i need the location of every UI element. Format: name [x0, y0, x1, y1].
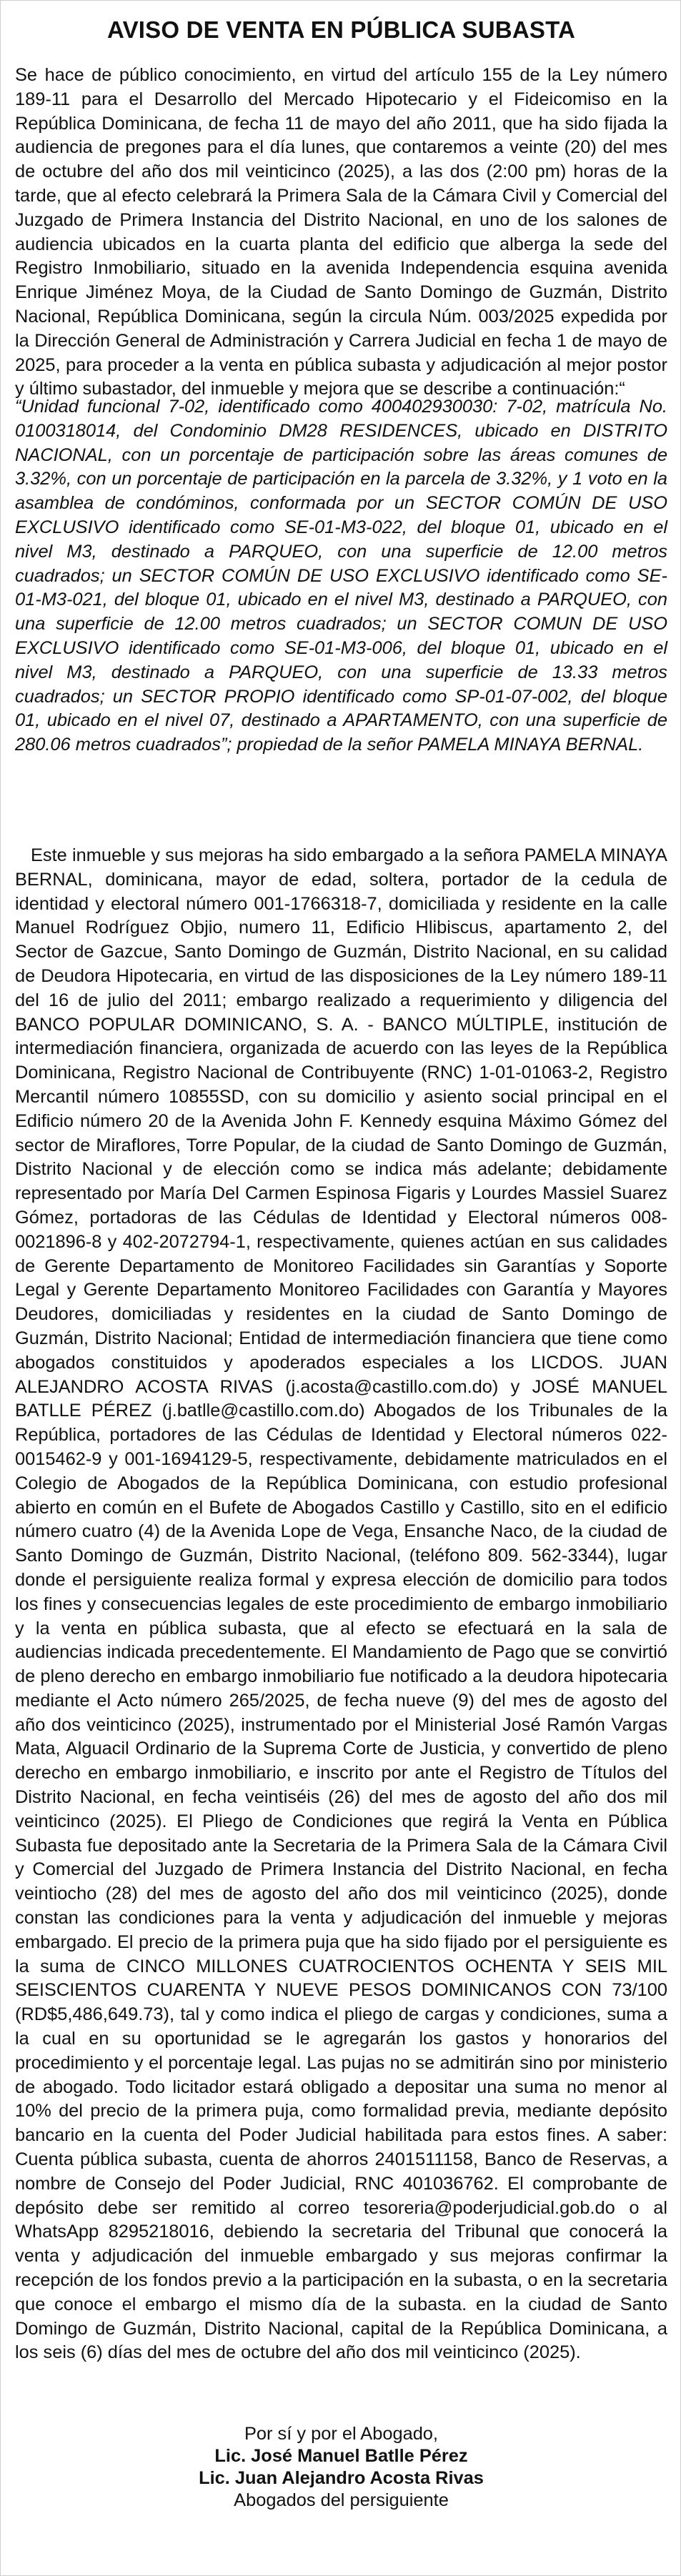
signature-lawyer-2: Lic. Juan Alejandro Acosta Rivas: [199, 2468, 484, 2488]
signature-intro: Por sí y por el Abogado,: [244, 2424, 438, 2444]
notice-paragraph-property-description: “Unidad funcional 7-02, identificado como 400402930030: 7-02, matrícula No. 0100318014, del Condominio DM28 RESIDENCES, ubicado en DISTRITO NACIONAL, con un porcentaje de participación sobre las áreas comunes de 3.32%, con un porcentaje de participación en la parcela de 3.32%, y 1 voto en la asamblea de condóminos, conformada por un SECTOR COMÚN DE USO EXCLUSIVO identificado como SE-01-M3-022, del bloque 01, ubicado en el nivel M3, destinado a PARQUEO, con una superficie de 12.00 metros cuadrados; un SECTOR COMÚN DE USO EXCLUSIVO identificado como SE-01-M3-021, del bloque 01, ubicado en el nivel M3, destinado a PARQUEO, con una superficie de 12.00 metros cuadrados; un SECTOR COMUN DE USO EXCLUSIVO identificado como SE-01-M3-006, del bloque 01, ubicado en el nivel M3, destinado a PARQUEO, con una superficie de 13.33 metros cuadrados; un SECTOR PROPIO identificado como SP-01-07-002, del bloque 01, ubicado en el nivel 07, destinado a APARTAMENTO, con una superficie de 280.06 metros cuadrados”; propiedad de la señor PAMELA MINAYA BERNAL.: [15, 397, 667, 755]
notice-paragraph-embargo-details: Este inmueble y sus mejoras ha sido embargado a la señora PAMELA MINAYA BERNAL, dominicana, mayor de edad, soltera, portador de la cedula de identidad y electoral número 001-1766318-7, domiciliada y residente en la calle Manuel Rodríguez Objio, numero 11, Edificio Hlibiscus, apartamento 2, del Sector de Gazcue, Santo Domingo de Guzmán, Distrito Nacional, en su calidad de Deudora Hipotecaria, en virtud de las disposiciones de la Ley número 189-11 del 16 de julio del 2011; embargo realizado a requerimiento y diligencia del BANCO POPULAR DOMINICANO, S. A. - BANCO MÚLTIPLE, institución de intermediación financiera, organizada de acuerdo con las leyes de la República Dominicana, Registro Nacional de Contribuyente (RNC) 1-01-01063-2, Registro Mercantil número 10855SD, con su domicilio y asiento social principal en el Edificio número 20 de la Avenida John F. Kennedy esquina Máximo Gómez del sector de Miraflores, Torre Popular, de la ciudad de Santo Domingo de Guzmán, Distrito Nacional y de elección como se indica más adelante; debidamente representado por María Del Carmen Espinosa Figaris y Lourdes Massiel Suarez Gómez, portadoras de las Cédulas de Identidad y Electoral números 008-0021896-8 y 402-2072794-1, respectivamente, quienes actúan en sus calidades de Gerente Departamento de Monitoreo Facilidades sin Garantías y Soporte Legal y Gerente Departamento Monitoreo Facilidades con Garantía y Mayores Deudores, domiciliadas y residentes en la ciudad de Santo Domingo de Guzmán, Distrito Nacional; Entidad de intermediación financiera que tiene como abogados constituidos y apoderados especiales a los LICDOS. JUAN ALEJANDRO ACOSTA RIVAS (j.acosta@castillo.com.do) y JOSÉ MANUEL BATLLE PÉREZ (j.batlle@castillo.com.do) Abogados de los Tribunales de la República, portadores de las Cédulas de Identidad y Electoral números 022-0015462-9 y 001-1694129-5, respectivamente, debidamente matriculados en el Colegio de Abogados de la República Dominicana, con estudio profesional abierto en común en el Bufete de Abogados Castillo y Castillo, sito en el edificio número cuatro (4) de la Avenida Lope de Vega, Ensanche Naco, de la ciudad de Santo Domingo de Guzmán, Distrito Nacional, (teléfono 809. 562-3344), lugar donde el persiguiente realiza formal y expresa elección de domicilio para todos los fines y consecuencias legales de este procedimiento de embargo inmobiliario y la venta en pública subasta, que al efecto se efectuará en la sala de audiencias indicada precedentemente. El Mandamiento de Pago que se convirtió de pleno derecho en embargo inmobiliario fue notificado a la deudora hipotecaria mediante el Acto número 265/2025, de fecha nueve (9) del mes de agosto del año dos veinticinco (2025), instrumentado por el Ministerial José Ramón Vargas Mata, Alguacil Ordinario de la Suprema Corte de Justicia, y convertido de pleno derecho en embargo inmobiliario, e inscrito por ante el Registro de Títulos del Distrito Nacional, en fecha veintiséis (26) del mes de agosto del año dos mil veinticinco (2025). El Pliego de Condiciones que regirá la Venta en Pública Subasta fue depositado ante la Secretaria de la Primera Sala de la Cámara Civil y Comercial del Juzgado de Primera Instancia del Distrito Nacional, en fecha veintiocho (28) del mes de agosto del año dos mil veinticinco (2025), donde constan las condiciones para la venta y adjudicación del inmueble y mejoras embargado. El precio de la primera puja que ha sido fijado por el persiguiente es la suma de CINCO MILLONES CUATROCIENTOS OCHENTA Y SEIS MIL SEISCIENTOS CUARENTA Y NUEVE PESOS DOMINICANOS CON 73/100 (RD$5,486,649.73), tal y como indica el pliego de cargas y condiciones, suma a la cual en su oportunidad se le agregarán los gastos y honorarios del procedimiento y el porcentaje legal. Las pujas no se admitirán sino por ministerio de abogado. Todo licitador estará obligado a depositar una suma no menor al 10% del precio de la primera puja, como formalidad previa, mediante depósito bancario en la cuenta del Poder Judicial habilitada para estos fines. A saber: Cuenta pública subasta, cuenta de ahorros 2401511158, Banco de Reservas, a nombre de Consejo del Poder Judicial, RNC 401036762. El comprobante de depósito debe ser remitido al correo tesoreria@poderjudicial.gob.do o al WhatsApp 8295218016, debiendo la secretaria del Tribunal que conocerá la venta y adjudicación del inmueble embargado y sus mejoras confirmar la recepción de los fondos previo a la participación en la subasta, o en la secretaria que conoce el embargo el mismo día de la subasta. en la ciudad de Santo Domingo de Guzmán, Distrito Nacional, capital de la República Dominicana, a los seis (6) días del mes de octubre del año dos mil veinticinco (2025).: [15, 845, 667, 2363]
signature-role: Abogados del persiguiente: [234, 2490, 449, 2510]
signature-block: [1, 2423, 681, 2512]
notice-paragraph-intro: Se hace de público conocimiento, en virtud del artículo 155 de la Ley número 189-11 para el Desarrollo del Mercado Hipotecario y el Fideicomiso en la República Dominicana, de fecha 11 de mayo del año 2011, que ha sido fijada la audiencia de pregones para el día lunes, que contaremos a veinte (20) del mes de octubre del año dos mil veinticinco (2025), a las dos (2:00 pm) horas de la tarde, que al efecto celebrará la Primera Sala de la Cámara Civil y Comercial del Juzgado de Primera Instancia del Distrito Nacional, en uno de los salones de audiencia ubicados en la cuarta planta del edificio que alberga la sede del Registro Inmobiliario, situado en la avenida Independencia esquina avenida Enrique Jiménez Moya, de la Ciudad de Santo Domingo de Guzmán, Distrito Nacional, República Dominicana, según la circula Núm. 003/2025 expedida por la Dirección General de Administración y Carrera Judicial en fecha 1 de mayo de 2025, para proceder a la venta en pública subasta y adjudicación al mejor postor y último subastador, del inmueble y mejora que se describe a continuación:“: [15, 65, 667, 399]
notice-title: AVISO DE VENTA EN PÚBLICA SUBASTA: [106, 16, 576, 43]
signature-lawyer-1: Lic. José Manuel Batlle Pérez: [214, 2446, 468, 2466]
